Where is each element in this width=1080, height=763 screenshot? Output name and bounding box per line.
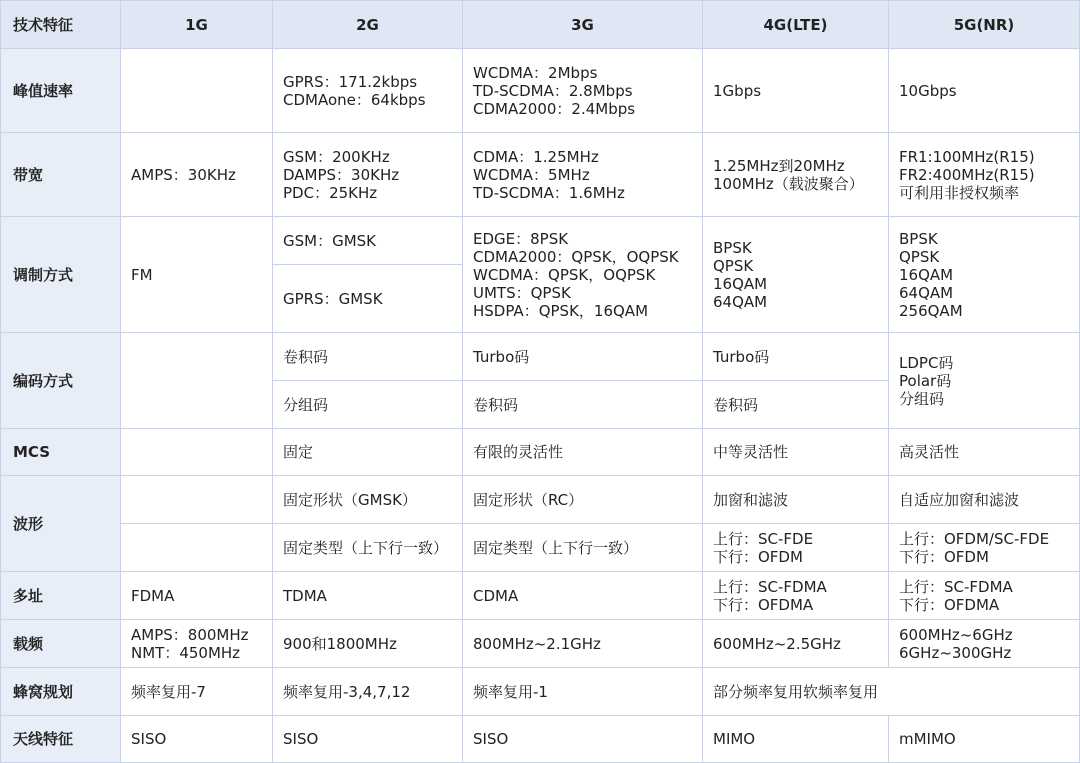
row-label-carrier: 载频 [1, 620, 121, 668]
cell-carrier-4g: 600MHz~2.5GHz [703, 620, 889, 668]
cell-mcs-5g: 高灵活性 [889, 429, 1080, 476]
cell-bandwidth-5g: FR1:100MHz(R15) FR2:400MHz(R15) 可利用非授权频率 [889, 133, 1080, 217]
cell-bandwidth-1g: AMPS：30KHz [121, 133, 273, 217]
cell-modulation-5g: BPSK QPSK 16QAM 64QAM 256QAM [889, 217, 1080, 333]
cell-multiple-access-5g: 上行：SC-FDMA 下行：OFDMA [889, 572, 1080, 620]
row-label-mcs: MCS [1, 429, 121, 476]
cell-multiple-access-3g: CDMA [463, 572, 703, 620]
cell-waveform-5g-b: 上行：OFDM/SC-FDE 下行：OFDM [889, 524, 1080, 572]
table-row [1, 572, 1080, 620]
cell-antenna-1g: SISO [121, 716, 273, 763]
cell-coding-5g: LDPC码 Polar码 分组码 [889, 333, 1080, 429]
row-label-coding: 编码方式 [1, 333, 121, 429]
row-label-peak-rate: 峰值速率 [1, 49, 121, 133]
cell-mcs-2g: 固定 [273, 429, 463, 476]
cell-peak-rate-4g: 1Gbps [703, 49, 889, 133]
cell-carrier-3g: 800MHz~2.1GHz [463, 620, 703, 668]
cell-coding-1g [121, 333, 273, 429]
cell-peak-rate-5g: 10Gbps [889, 49, 1080, 133]
cell-cell-planning-2g: 频率复用-3,4,7,12 [273, 668, 463, 716]
cell-multiple-access-2g: TDMA [273, 572, 463, 620]
table-row [1, 429, 1080, 476]
header-feature: 技术特征 [1, 1, 121, 49]
cell-carrier-1g: AMPS：800MHz NMT：450MHz [121, 620, 273, 668]
cell-waveform-1g-a [121, 476, 273, 524]
table-row [1, 49, 1080, 133]
cell-cell-planning-4g-5g: 部分频率复用软频率复用 [703, 668, 1080, 716]
cell-antenna-4g: MIMO [703, 716, 889, 763]
cell-mcs-3g: 有限的灵活性 [463, 429, 703, 476]
row-label-modulation: 调制方式 [1, 217, 121, 333]
cell-antenna-3g: SISO [463, 716, 703, 763]
cell-waveform-3g-b: 固定类型（上下行一致） [463, 524, 703, 572]
header-4g: 4G(LTE) [703, 1, 889, 49]
cell-mcs-1g [121, 429, 273, 476]
cell-bandwidth-4g: 1.25MHz到20MHz 100MHz（载波聚合） [703, 133, 889, 217]
table-row [1, 668, 1080, 716]
cell-peak-rate-3g: WCDMA：2Mbps TD-SCDMA：2.8Mbps CDMA2000：2.4Mbps [463, 49, 703, 133]
header-1g: 1G [121, 1, 273, 49]
cell-cell-planning-1g: 频率复用-7 [121, 668, 273, 716]
row-label-antenna: 天线特征 [1, 716, 121, 763]
cell-coding-3g-a: Turbo码 [463, 333, 703, 381]
cell-modulation-2g-b: GPRS：GMSK [273, 265, 463, 333]
row-label-bandwidth: 带宽 [1, 133, 121, 217]
header-2g: 2G [273, 1, 463, 49]
cell-waveform-2g-b: 固定类型（上下行一致） [273, 524, 463, 572]
row-label-cell-planning: 蜂窝规划 [1, 668, 121, 716]
cell-cell-planning-3g: 频率复用-1 [463, 668, 703, 716]
table-row [1, 620, 1080, 668]
table-row [1, 476, 1080, 524]
cell-waveform-2g-a: 固定形状（GMSK） [273, 476, 463, 524]
table-row [1, 217, 1080, 265]
cell-antenna-5g: mMIMO [889, 716, 1080, 763]
cell-carrier-5g: 600MHz~6GHz 6GHz~300GHz [889, 620, 1080, 668]
row-label-multiple-access: 多址 [1, 572, 121, 620]
cell-antenna-2g: SISO [273, 716, 463, 763]
row-label-waveform: 波形 [1, 476, 121, 572]
header-5g: 5G(NR) [889, 1, 1080, 49]
cell-waveform-4g-b: 上行：SC-FDE 下行：OFDM [703, 524, 889, 572]
cell-coding-4g-a: Turbo码 [703, 333, 889, 381]
header-3g: 3G [463, 1, 703, 49]
cell-mcs-4g: 中等灵活性 [703, 429, 889, 476]
cell-modulation-4g: BPSK QPSK 16QAM 64QAM [703, 217, 889, 333]
cell-waveform-4g-a: 加窗和滤波 [703, 476, 889, 524]
cell-bandwidth-2g: GSM：200KHz DAMPS：30KHz PDC：25KHz [273, 133, 463, 217]
cell-waveform-3g-a: 固定形状（RC） [463, 476, 703, 524]
cell-coding-4g-b: 卷积码 [703, 381, 889, 429]
table-row [1, 524, 1080, 572]
cell-waveform-5g-a: 自适应加窗和滤波 [889, 476, 1080, 524]
cell-carrier-2g: 900和1800MHz [273, 620, 463, 668]
header-row [1, 1, 1080, 49]
cell-modulation-3g: EDGE：8PSK CDMA2000：QPSK，OQPSK WCDMA：QPSK，OQPSK UMTS：QPSK HSDPA：QPSK，16QAM [463, 217, 703, 333]
cell-waveform-1g-b [121, 524, 273, 572]
cell-coding-2g-b: 分组码 [273, 381, 463, 429]
cell-multiple-access-1g: FDMA [121, 572, 273, 620]
cell-coding-3g-b: 卷积码 [463, 381, 703, 429]
cell-peak-rate-2g: GPRS：171.2kbps CDMAone：64kbps [273, 49, 463, 133]
cell-modulation-2g-a: GSM：GMSK [273, 217, 463, 265]
table-row [1, 333, 1080, 381]
table-row [1, 716, 1080, 763]
cell-peak-rate-1g [121, 49, 273, 133]
cell-multiple-access-4g: 上行：SC-FDMA 下行：OFDMA [703, 572, 889, 620]
cell-bandwidth-3g: CDMA：1.25MHz WCDMA：5MHz TD-SCDMA：1.6MHz [463, 133, 703, 217]
cell-coding-2g-a: 卷积码 [273, 333, 463, 381]
table-row [1, 133, 1080, 217]
cell-modulation-1g: FM [121, 217, 273, 333]
